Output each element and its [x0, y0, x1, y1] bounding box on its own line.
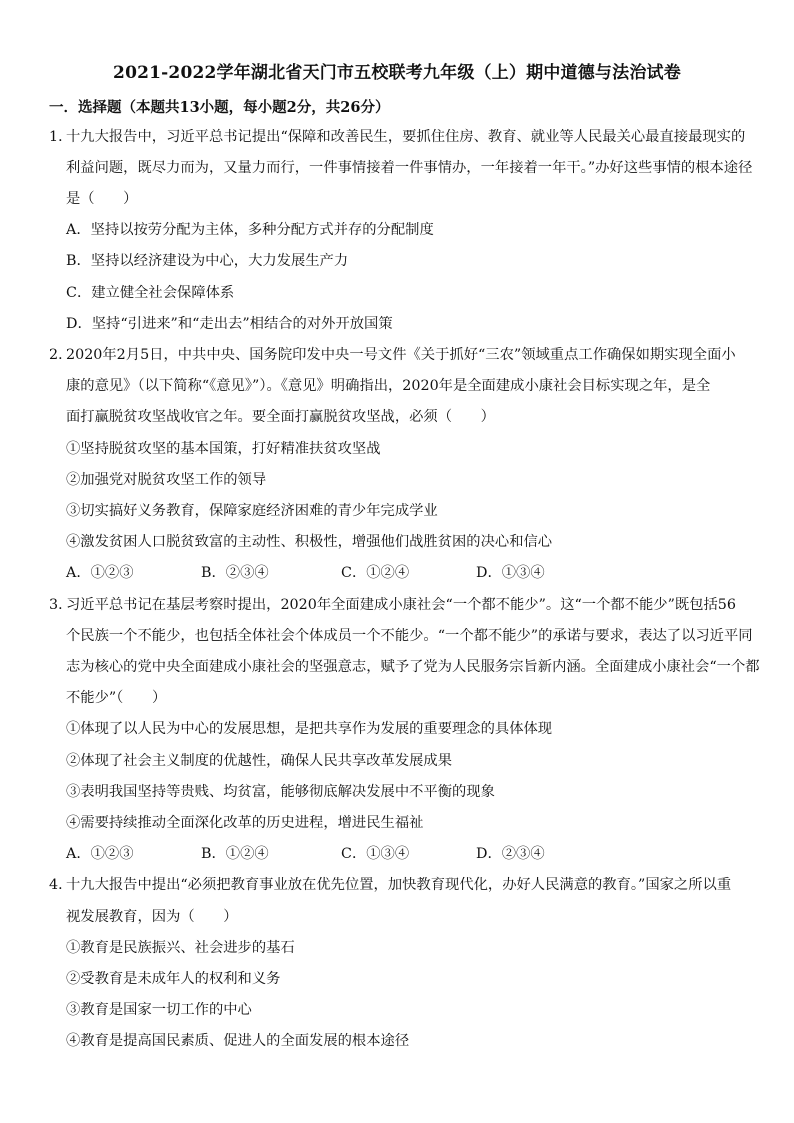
statement-2: ②体现了社会主义制度的优越性，确保人民共享改革发展成果	[66, 753, 453, 769]
choice-a: A．①②③	[66, 846, 134, 862]
question-stem-line: 视发展教育，因为（ ）	[66, 909, 238, 925]
answer-choices	[66, 844, 626, 864]
statement-4: ④需要持续推动全面深化改革的历史进程，增进民生福祉	[66, 815, 424, 831]
question-stem-line: 是（ ）	[66, 191, 138, 207]
question-stem-line: 不能少”（ ）	[66, 690, 167, 706]
choice-b: B．②③④	[201, 565, 269, 581]
option-d: D．坚持“引进来”和“走出去”相结合的对外开放国策	[66, 316, 393, 332]
question-stem-line: 十九大报告中提出“必须把教育事业放在优先位置，加快教育现代化，办好人民满意的教育。”国家之所以重	[66, 877, 732, 893]
section-heading: 一．选择题（本题共13小题，每小题2分，共26分）	[49, 99, 390, 116]
question-stem-line: 个民族一个不能少，也包括全体社会个体成员一个不能少。“一个都不能少”的承诺与要求，表达了以习近平同	[66, 628, 753, 644]
question-number: 1．	[49, 129, 73, 145]
statement-1: ①教育是民族振兴、社会进步的基石	[66, 940, 295, 956]
option-a: A．坚持以按劳分配为主体，多种分配方式并存的分配制度	[66, 222, 434, 238]
choice-a: A．①②③	[66, 565, 134, 581]
choice-d: D．②③④	[476, 846, 545, 862]
question-number: 2．	[49, 347, 73, 363]
question-stem-line: 2020年2月5日，中共中央、国务院印发中央一号文件《关于抓好“三农”领域重点工作确保如期实现全面小	[66, 347, 736, 363]
choice-c: C．①③④	[341, 846, 410, 862]
choice-d: D．①③④	[476, 565, 545, 581]
answer-choices	[66, 563, 626, 583]
statement-1: ①坚持脱贫攻坚的基本国策，打好精准扶贫攻坚战	[66, 441, 381, 457]
option-c: C．建立健全社会保障体系	[66, 285, 235, 301]
question-stem-line: 利益问题，既尽力而为，又量力而行，一件事情接着一件事情办，一年接着一年干。”办好这些事情的根本途径	[66, 160, 753, 176]
statement-2: ②受教育是未成年人的权利和义务	[66, 971, 281, 987]
statement-3: ③切实搞好义务教育，保障家庭经济困难的青少年完成学业	[66, 503, 438, 519]
option-b: B．坚持以经济建设为中心，大力发展生产力	[66, 253, 349, 269]
question-stem-line: 志为核心的党中央全面建成小康社会的坚强意志，赋予了党为人民服务宗旨新内涵。全面建成小康社会“一个都	[66, 659, 760, 675]
question-stem-line: 康的意见》（以下简称“《意见》”）。《意见》明确指出，2020年是全面建成小康社会目标实现之年，是全	[66, 378, 711, 394]
choice-c: C．①②④	[341, 565, 410, 581]
question-number: 4．	[49, 877, 73, 893]
question-stem-line: 十九大报告中，习近平总书记提出“保障和改善民生，要抓住住房、教育、就业等人民最关心最直接最现实的	[66, 129, 746, 145]
statement-4: ④激发贫困人口脱贫致富的主动性、积极性，增强他们战胜贫困的决心和信心	[66, 534, 553, 550]
statement-4: ④教育是提高国民素质、促进人的全面发展的根本途径	[66, 1033, 410, 1049]
statement-3: ③教育是国家一切工作的中心	[66, 1002, 252, 1018]
question-stem-line: 习近平总书记在基层考察时提出，2020年全面建成小康社会“一个都不能少”。这“一个都不能少”既包括56	[66, 597, 736, 613]
question-stem-line: 面打赢脱贫攻坚战收官之年。要全面打赢脱贫攻坚战，必须（ ）	[66, 409, 495, 425]
statement-3: ③表明我国坚持等贵贱、均贫富，能够彻底解决发展中不平衡的现象	[66, 784, 495, 800]
statement-1: ①体现了以人民为中心的发展思想，是把共享作为发展的重要理念的具体体现	[66, 721, 553, 737]
question-number: 3．	[49, 597, 73, 613]
choice-b: B．①②④	[201, 846, 269, 862]
exam-title: 2021-2022学年湖北省天门市五校联考九年级（上）期中道德与法治试卷	[113, 63, 681, 83]
statement-2: ②加强党对脱贫攻坚工作的领导	[66, 472, 267, 488]
